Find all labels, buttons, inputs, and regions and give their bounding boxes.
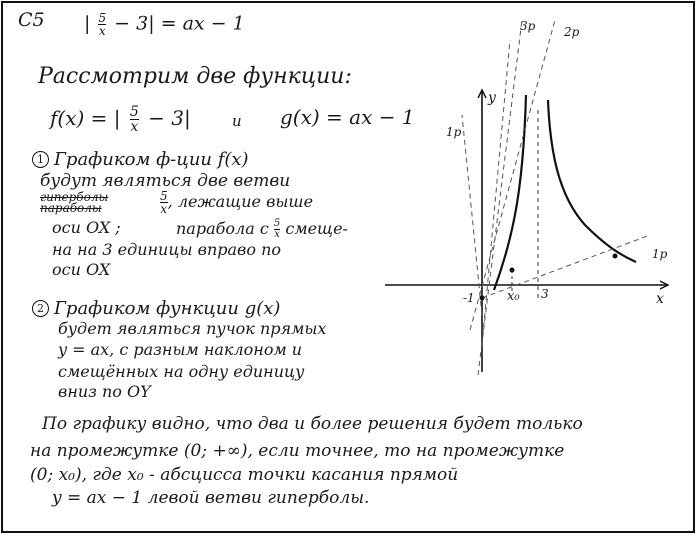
x0-label: x₀ xyxy=(507,289,520,304)
section1-struck-1: гиперболы xyxy=(40,190,109,204)
section1-heading xyxy=(32,151,249,169)
f-right: − 3| xyxy=(148,106,191,130)
f-left: f(x) = | xyxy=(50,106,121,130)
section1-frac-num: 5 xyxy=(160,189,168,203)
section2-line5: вниз по OY xyxy=(58,382,151,401)
conclusion-line1: По графику видно, что два и более решения будет только xyxy=(42,414,583,434)
hyperbola-right-branch xyxy=(548,100,636,262)
section1-struck-2: параболы xyxy=(40,201,102,215)
point-minus-one xyxy=(480,296,485,301)
section2-line1: Графиком функции g(x) xyxy=(54,298,281,319)
minus-one-label: -1 xyxy=(463,291,475,305)
line-label-2p: 2p xyxy=(564,25,580,39)
section2-line4: смещённых на одну единицу xyxy=(58,362,305,381)
section1-fracb-num: 5 xyxy=(273,218,281,229)
hyperbola-left-branch xyxy=(494,95,526,290)
eq-left-bar: | xyxy=(84,12,91,35)
section2-number: 2 xyxy=(32,300,49,317)
conjunction: и xyxy=(232,112,242,130)
tangent-point xyxy=(510,268,515,273)
eq-rest: − 3| = ax − 1 xyxy=(114,12,245,35)
section2-line3: y = ax, с разным наклоном и xyxy=(58,340,303,359)
section1-line2: будут являться две ветви xyxy=(40,171,291,191)
section1-fraction xyxy=(160,190,168,215)
section2-heading xyxy=(32,300,280,318)
section1-line1: Графиком ф-ции f(x) xyxy=(54,149,249,170)
function-graph xyxy=(370,0,690,380)
conclusion-line4: y = ax − 1 левой ветви гиперболы. xyxy=(52,488,370,508)
section1-number: 1 xyxy=(32,151,49,168)
line-3p xyxy=(478,20,522,375)
f-definition xyxy=(50,105,191,134)
section1-frac-den: x xyxy=(160,202,168,216)
three-label: 3 xyxy=(541,287,549,301)
intersection-point xyxy=(613,254,618,259)
line-label-1p-right: 1p xyxy=(652,247,668,261)
eq-denominator: x xyxy=(98,24,106,38)
conclusion-line2: на промежутке (0; +∞), если точнее, то на промежутке xyxy=(30,441,565,461)
g-definition: g(x) = ax − 1 xyxy=(280,105,415,129)
section1-line5: на на 3 единицы вправо по xyxy=(52,240,281,259)
section1-line4a: оси OX ; xyxy=(52,218,121,237)
eq-fraction xyxy=(98,12,106,37)
section1-line6: оси OX xyxy=(52,260,111,279)
section1-fraction-b xyxy=(274,219,280,240)
line-label-1p-left: 1p xyxy=(446,125,462,139)
problem-label: C5 xyxy=(18,9,45,31)
eq-numerator: 5 xyxy=(98,11,107,25)
section1-line3-tail: , лежащие выше xyxy=(167,192,314,211)
x-axis-label: x xyxy=(656,291,664,307)
section2-line2: будет являться пучок прямых xyxy=(58,319,327,338)
section1-line3 xyxy=(160,190,313,215)
section1-line4b-text: парабола с xyxy=(176,219,269,238)
line-label-3p: 3p xyxy=(520,19,536,33)
y-axis-label: y xyxy=(488,90,496,106)
intro-text: Рассмотрим две функции: xyxy=(38,64,352,89)
conclusion-line3: (0; x₀), где x₀ - абсцисса точки касания прямой xyxy=(30,465,459,485)
section1-fracb-den: x xyxy=(274,229,280,240)
line-tangent xyxy=(482,40,510,345)
section1-line4c: смеще- xyxy=(285,219,348,238)
section1-line4b xyxy=(176,219,348,240)
f-fraction xyxy=(130,105,139,134)
f-numerator: 5 xyxy=(129,104,139,120)
f-denominator: x xyxy=(130,119,139,135)
problem-equation xyxy=(84,12,245,37)
